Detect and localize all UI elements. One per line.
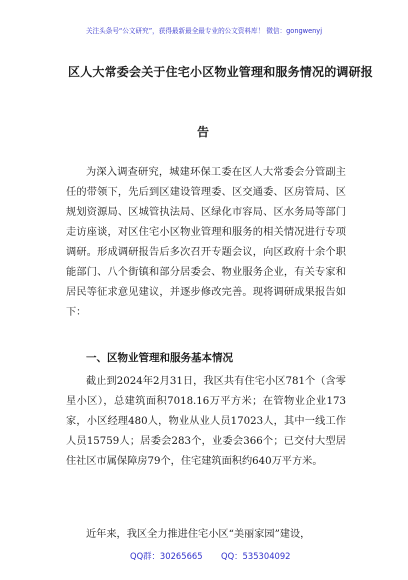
continuation-paragraph: 近年来，我区全力推进住宅小区“美丽家园”建设，: [86, 529, 311, 540]
section-heading-1: 一、区物业管理和服务基本情况: [86, 352, 233, 364]
statistics-paragraph: 截止到2024年2月31日，我区共有住宅小区781个（含零星小区），总建筑面积7018.16万平方米；在管物业企业173家，小区经理480人，物业从业人员17023人，其中一线工作人员15759人；居委会283个，业委会366个；已交付大型居住社区市属保障房79个，住宅建筑面积约640万平方米。: [66, 376, 346, 467]
intro-paragraph: 为深入调查研究，城建环保工委在区人大常委会分管副主任的带领下，先后到区建设管理委、区交通委、区房管局、区规划资源局、区城管执法局、区绿化市容局、区水务局等部门走访座谈，对区住宅小区物业管理和服务的相关情况进行专项调研。形成调研报告后多次召开专题会议，向区政府十余个职能部门、八个街镇和部分居委会、物业服务企业，有关专家和居民等征求意见建议，并逐步修改完善。现将调研成果报告如下：: [66, 167, 346, 318]
document-title-line-1: 区人大常委会关于住宅小区物业管理和服务情况的调研报: [68, 65, 374, 79]
footer-qq-contact: QQ：535304092: [221, 551, 291, 561]
footer: [0, 550, 408, 564]
header-notice: 关注头条号“公文研究”，获得最新最全最专业的公文资料库！ 微信：gongwenyj: [85, 27, 323, 35]
footer-qq-group: QQ群：30265665: [130, 551, 203, 561]
document-title-line-2: 告: [197, 125, 210, 139]
